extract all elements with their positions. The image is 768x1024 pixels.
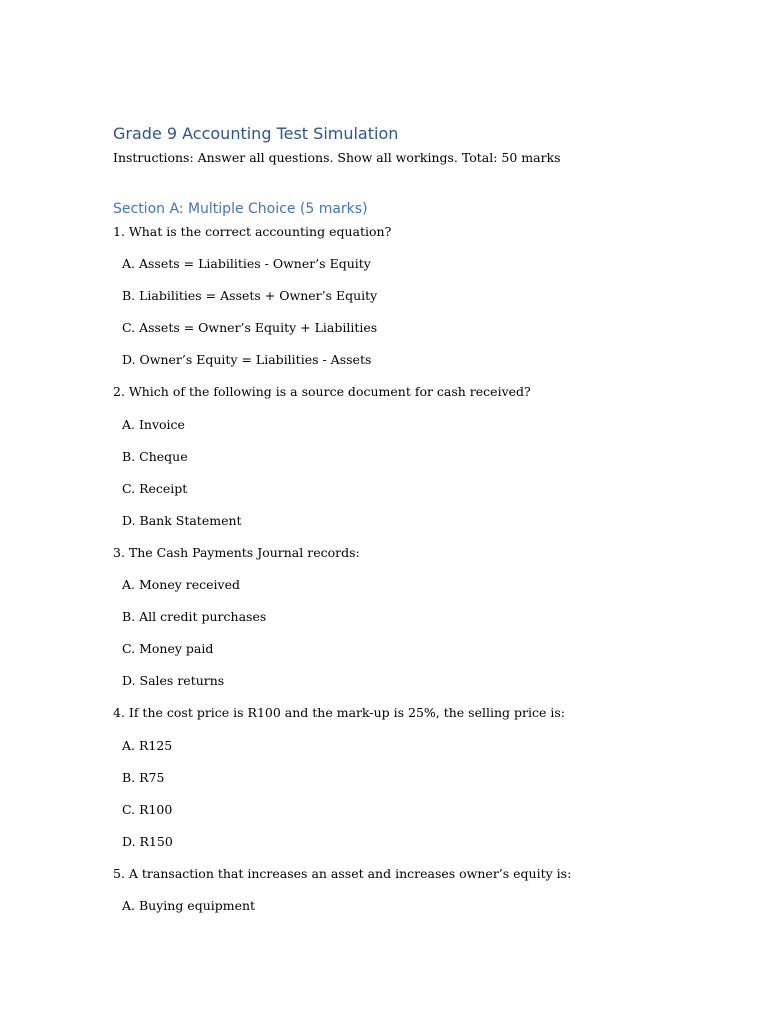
question-text: 2. Which of the following is a source document for cash received?	[113, 384, 531, 400]
answer-option: A. Money received	[122, 577, 241, 593]
instructions-text: Instructions: Answer all questions. Show all workings. Total: 50 marks	[113, 150, 561, 165]
answer-option: C. Money paid	[122, 641, 214, 657]
answer-option: B. Liabilities = Assets + Owner’s Equity	[122, 288, 378, 304]
question-text: 5. A transaction that increases an asset and increases owner’s equity is:	[113, 865, 572, 881]
question-3	[113, 545, 713, 705]
answer-option: A. R125	[122, 737, 173, 753]
answer-option: A. Assets = Liabilities - Owner’s Equity	[122, 256, 371, 272]
answer-option: C. Assets = Owner’s Equity + Liabilities	[122, 320, 378, 336]
answer-option: D. Bank Statement	[122, 512, 242, 528]
question-text: 3. The Cash Payments Journal records:	[113, 544, 360, 560]
answer-option: C. R100	[122, 801, 173, 817]
answer-option: C. Receipt	[122, 480, 188, 496]
answer-option: B. Cheque	[122, 448, 188, 464]
answer-option: A. Buying equipment	[122, 897, 256, 913]
question-text: 1. What is the correct accounting equation?	[113, 224, 392, 239]
question-text: 4. If the cost price is R100 and the mark-up is 25%, the selling price is:	[113, 705, 565, 721]
answer-option: A. Invoice	[122, 416, 185, 432]
answer-option: B. R75	[122, 769, 165, 785]
answer-option: B. All credit purchases	[122, 609, 267, 625]
document-title: Grade 9 Accounting Test Simulation	[113, 124, 399, 143]
answer-option: D. R150	[122, 833, 173, 849]
section-a-heading: Section A: Multiple Choice (5 marks)	[113, 201, 368, 217]
question-5	[113, 866, 713, 930]
question-list	[113, 224, 713, 930]
question-2	[113, 384, 713, 544]
question-1	[113, 224, 713, 384]
question-4	[113, 705, 713, 865]
answer-option: D. Owner’s Equity = Liabilities - Assets	[122, 352, 372, 368]
answer-option: D. Sales returns	[122, 673, 225, 689]
